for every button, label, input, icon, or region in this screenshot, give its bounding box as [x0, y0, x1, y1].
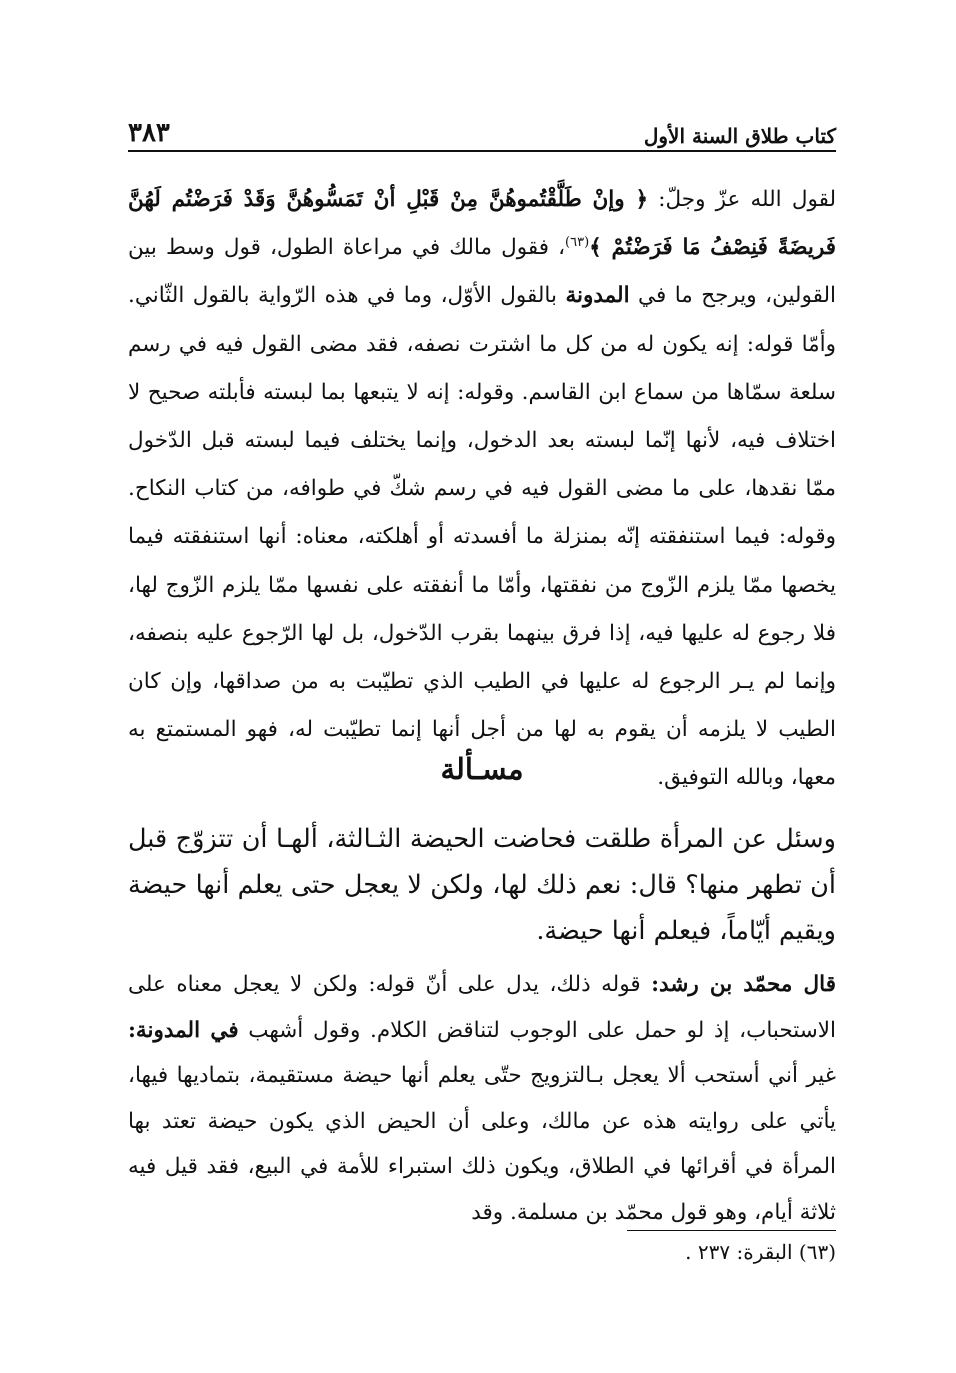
- mudawwana-term: في المدونة:: [128, 1017, 239, 1043]
- paragraph-1-intro: لقول الله عزّ وجلّ:: [648, 187, 836, 212]
- paragraph-1-text-b: بالقول الأوّل، وما في هذه الرّواية بالقول الثّاني. وأمّا قوله: إنه يكون له من كل ما اشترت نصفه، فقد مضى القول فيه في رسم سلعة سمّاها من سماع ابن القاسم. وقوله: إنه لا يتبعها بما لبسته فأبلته صحيح لا اختلاف فيه، لأنها إنّما لبسته بعد الدخول، وإنما يختلف فيما لبسته قبل الدّخول ممّا نقدها، على ما مضى القول فيه في رسم شكّ في طوافه، من كتاب النكاح. وقوله: فيما استنفقته إنّه بمنزلة ما أفسدته أو أهلكته، معناه: أنها استنفقته فيما يخصها ممّا يلزم الزّوج من نفقتها، وأمّا ما أنفقته على نفسها ممّا يلزم الزّوج لها، فلا رجوع له عليها فيه، إذا فرق بينهما بقرب الدّخول، بل لها الرّجوع عليه بنصفه، وإنما لم يـر الرجوع له عليها في الطيب الذي تطيّبت به من صداقها، وإن كان الطيب لا يلزمه أن يقوم به لها من أجل أنها إنما تطيّبت له، فهو المستمتع به معها، وبالله التوفيق.: [128, 283, 836, 791]
- quran-verse: ﴿ وإنْ طَلَّقْتُموهُنَّ مِنْ قَبْلِ أنْ تَمَسُّوهُنَّ وَقَدْ فَرَضْتُم لَهُنَّ فَريضَةً فَنِصْفُ مَا فَرَضْتُمْ ﴾: [128, 187, 836, 261]
- paragraph-3-text-a: قوله ذلك، يدل على أنّ قوله: ولكن لا يعجل معناه على الاستحباب، إذ لو حمل على الوجوب لتناقض الكلام. وقول أشهب: [128, 972, 836, 1043]
- page-header: [128, 108, 836, 148]
- mudawwana-term: المدونة: [565, 283, 630, 309]
- header-rule: [128, 150, 836, 152]
- paragraph-1-text-a: ، فقول مالك في مراعاة الطول، قول وسط بين القولين، ويرجح ما في: [128, 235, 836, 309]
- speaker-label: قال محمّد بن رشد:: [651, 972, 836, 997]
- paragraph-3: [128, 962, 836, 1235]
- question-paragraph: وسئل عن المرأة طلقت فحاضت الحيضة الثـالثة، ألهـا أن تتزوّج قبل أن تطهر منها؟ قال: نعم ذلك لها، ولكن لا يعجل حتى يعلم أنها حيضة ويقيم أيّاماً، فيعلم أنها حيضة.: [128, 824, 836, 946]
- section-title: مسـألة: [440, 752, 524, 786]
- page-number: ٣٨٣: [128, 118, 170, 148]
- footnote: (٦٣) البقرة: ٢٣٧ .: [685, 1240, 836, 1264]
- paragraph-1: [128, 176, 836, 803]
- running-title: كتاب طلاق السنة الأول: [643, 124, 836, 148]
- footnote-rule: [627, 1230, 836, 1231]
- paragraph-3-text-b: غير أني أستحب ألا يعجل بـالتزويج حتّى يعلم أنها حيضة مستقيمة، بتماديها فيها، يأتي على روايته هذه عن مالك، وعلى أن الحيض الذي يكون حيضة تعتد بها المرأة في أقرائها في الطلاق، ويكون ذلك استبراء للأمة في البيع، فقد قيل فيه ثلاثة أيام، وهو قول محمّد بن مسلمة. وقد: [128, 1063, 836, 1225]
- footnote-reference: (٦٣): [565, 235, 590, 251]
